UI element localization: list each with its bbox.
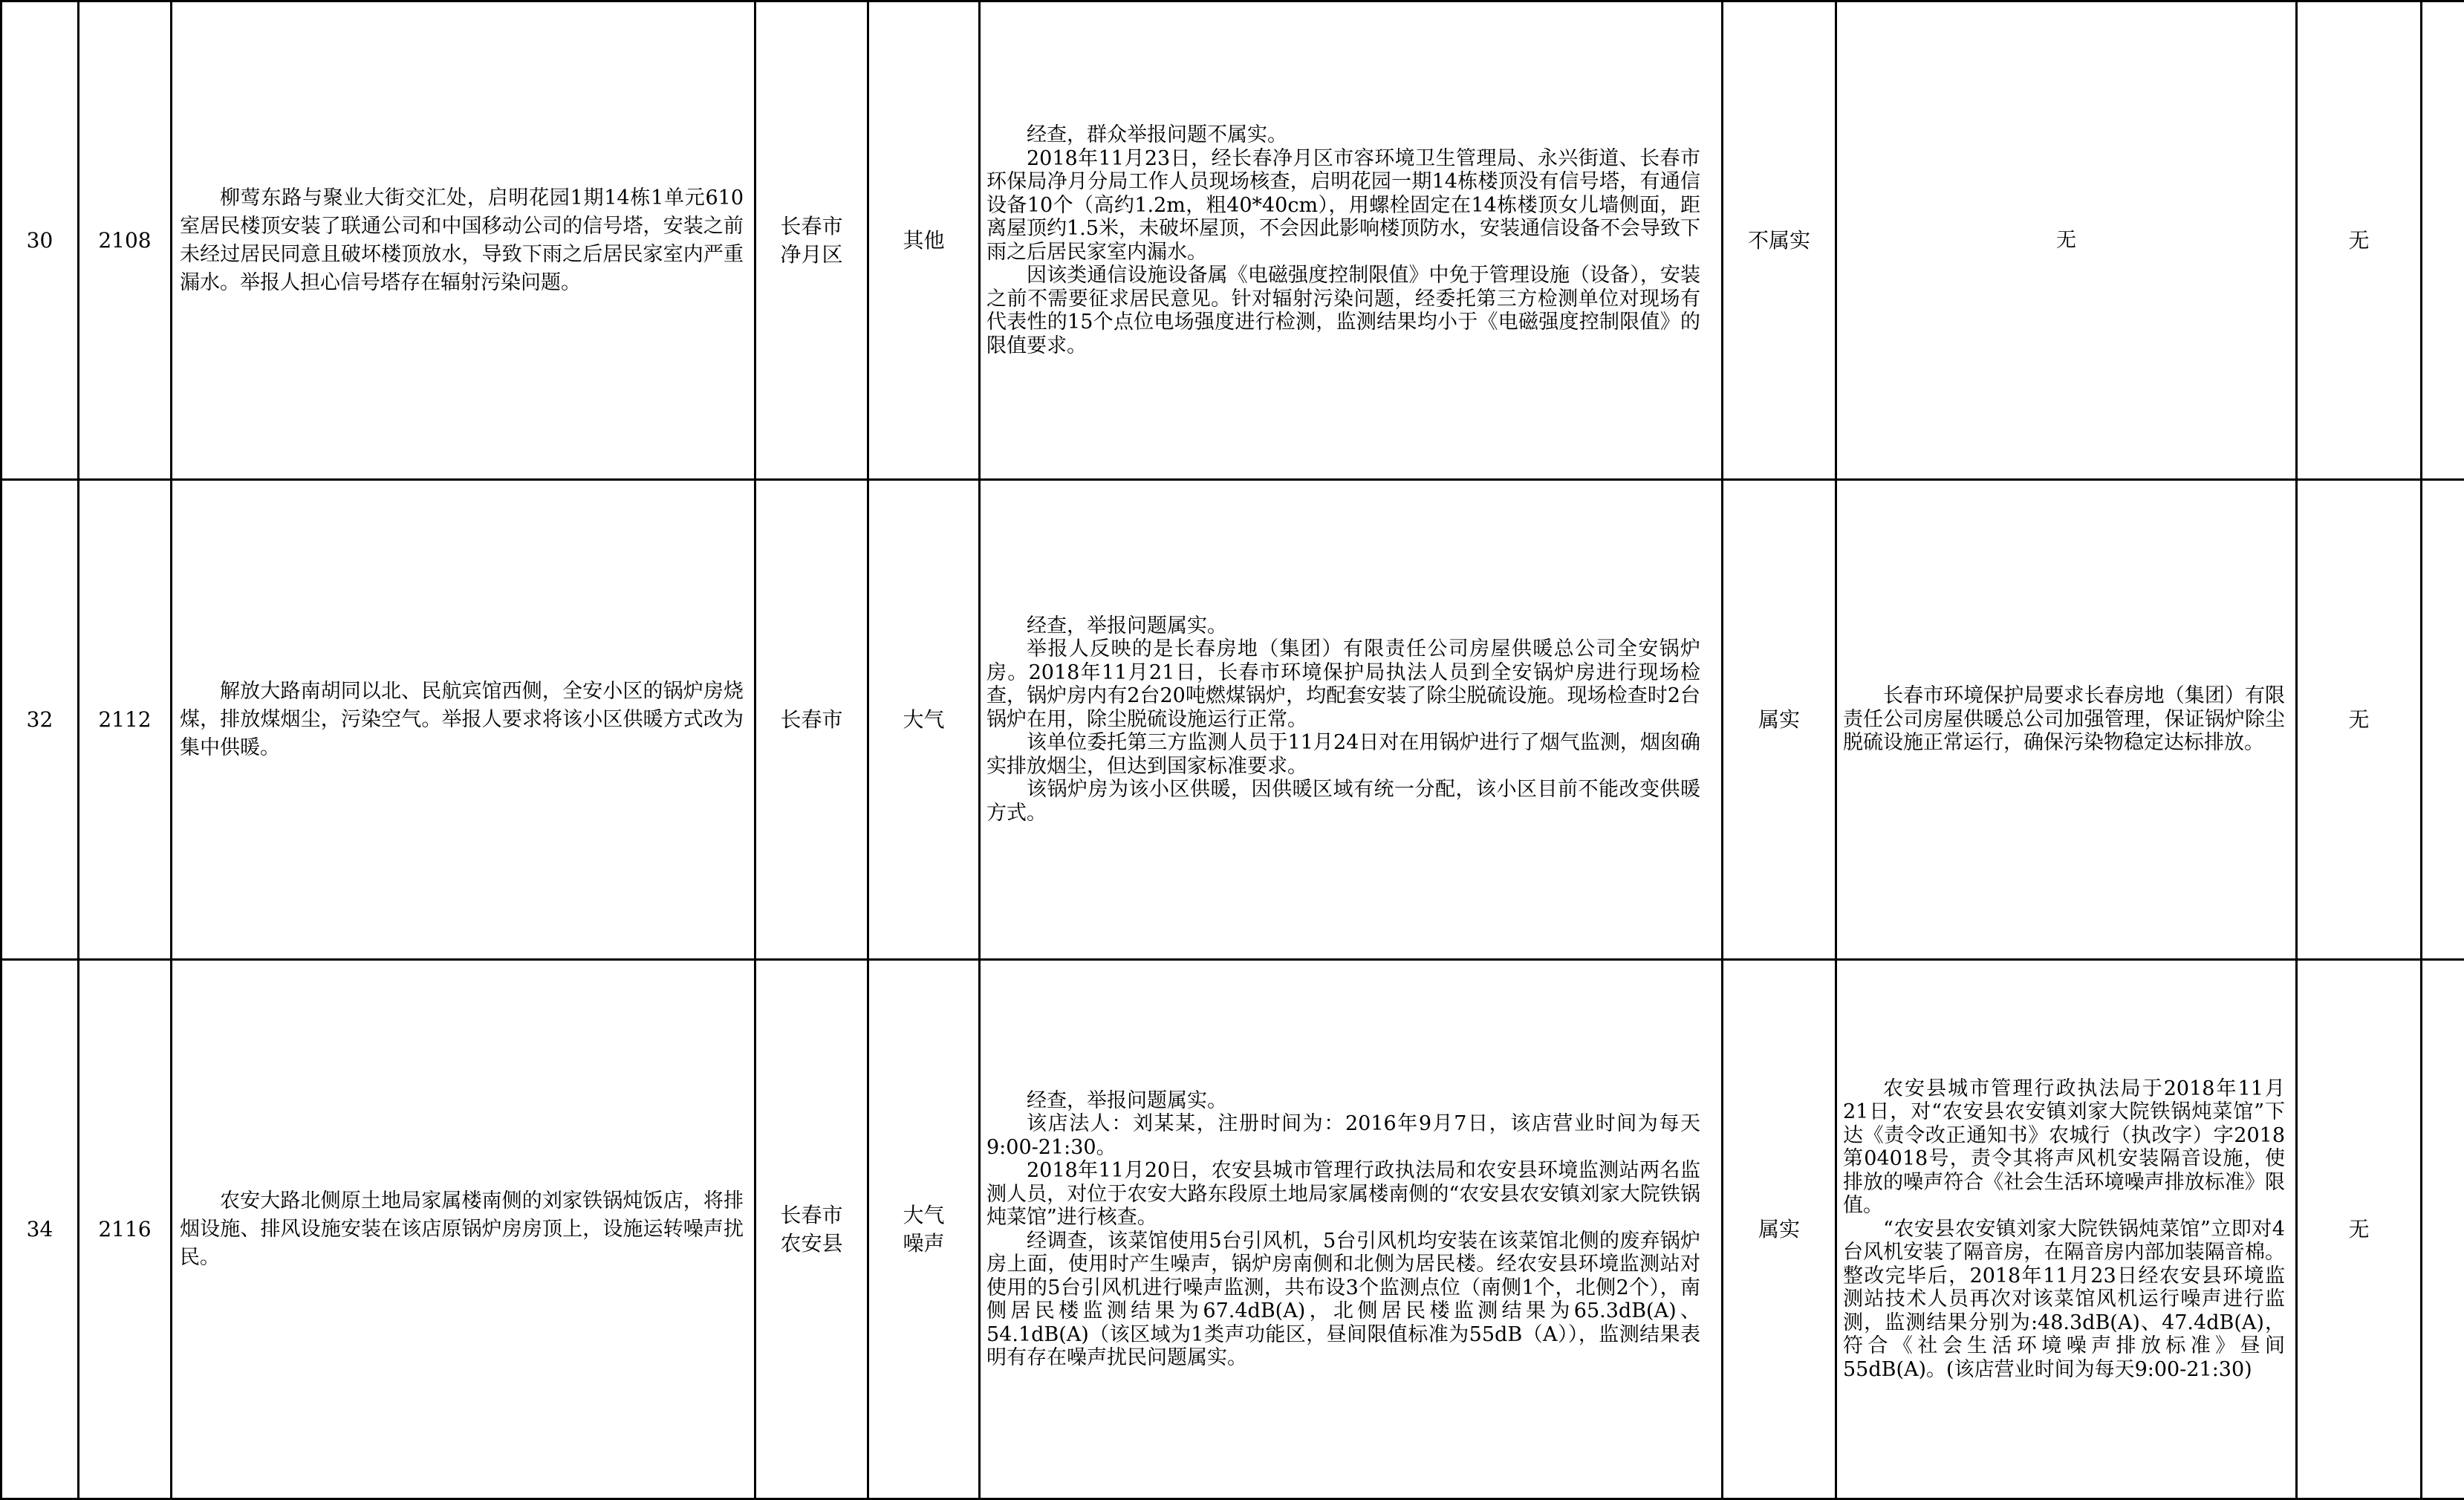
rectification-cell <box>1836 1 2297 480</box>
verdict: 不属实 <box>1723 227 1835 255</box>
findings-cell <box>980 480 1723 960</box>
table-body <box>1 1 2464 1499</box>
verdict-cell <box>1723 960 1836 1499</box>
district-cell <box>755 960 868 1499</box>
case-number: 2116 <box>79 1215 170 1244</box>
verdict: 属实 <box>1723 1215 1835 1244</box>
empty-remarks-cell <box>2422 1 2464 480</box>
complaint-description-cell <box>172 960 755 1499</box>
accountability: 无 <box>2298 227 2420 255</box>
case-number-cell <box>79 960 172 1499</box>
seq-cell <box>1 480 79 960</box>
findings-paragraph: 经调查，该菜馆使用5台引风机，5台引风机均安装在该菜馆北侧的废弃锅炉房上面，使用时产生噪声，锅炉房南侧和北侧为居民楼。经农安县环境监测站对使用的5台引风机进行噪声监测，共布设3个监测点位（南侧1个，北侧2个），南侧居民楼监测结果为67.4dB(A)，北侧居民楼监测结果为65.3dB(A)、54.1dB(A)（该区域为1类声功能区，昼间限值标准为55dB（A）），监测结果表明有存在噪声扰民问题属实。 <box>986 1230 1700 1370</box>
district-cell <box>755 480 868 960</box>
rectification-cell <box>1836 480 2297 960</box>
district-line: 长春市 <box>756 1201 867 1230</box>
table-row <box>1 960 2464 1499</box>
findings-paragraph: 因该类通信设施设备属《电磁强度控制限值》中免于管理设施（设备），安装之前不需要征求居民意见。针对辐射污染问题，经委托第三方检测单位对现场有代表性的15个点位电场强度进行检测，监测结果均小于《电磁强度控制限值》的限值要求。 <box>986 264 1700 357</box>
empty-remarks-cell <box>2422 480 2464 960</box>
empty-remarks-cell <box>2422 960 2464 1499</box>
pollution-type-cell <box>868 960 980 1499</box>
table-row <box>1 480 2464 960</box>
pollution-type-line: 其他 <box>869 227 978 255</box>
case-number-cell <box>79 480 172 960</box>
findings-paragraph: 经查，举报问题属实。 <box>986 1089 1700 1113</box>
verdict-cell <box>1723 480 1836 960</box>
pollution-type-cell <box>868 1 980 480</box>
seq-cell <box>1 960 79 1499</box>
seq-number: 34 <box>2 1215 77 1244</box>
seq-cell <box>1 1 79 480</box>
seq-number: 30 <box>2 227 77 255</box>
district-line: 净月区 <box>756 241 867 269</box>
case-number: 2108 <box>79 227 170 255</box>
accountability-cell <box>2297 480 2422 960</box>
rectification-cell <box>1836 960 2297 1499</box>
district-line: 长春市 <box>756 212 867 241</box>
findings-paragraph: 该店法人：刘某某，注册时间为：2016年9月7日，该店营业时间为每天9:00-21:30。 <box>986 1112 1700 1159</box>
complaint-description-cell <box>172 480 755 960</box>
accountability-cell <box>2297 960 2422 1499</box>
findings-cell <box>980 960 1723 1499</box>
pollution-type-line: 大气 <box>869 1201 978 1230</box>
findings-paragraph: 2018年11月23日，经长春净月区市容环境卫生管理局、永兴街道、长春市环保局净月分局工作人员现场核查，启明花园一期14栋楼顶没有信号塔，有通信设备10个（高约1.2m，粗40*40cm），用螺栓固定在14栋楼顶女儿墙侧面，距离屋顶约1.5米，未破坏屋顶，不会因此影响楼顶防水，安装通信设备不会导致下雨之后居民家室内漏水。 <box>986 147 1700 264</box>
pollution-type-line: 大气 <box>869 706 978 734</box>
district-line: 长春市 <box>756 706 867 734</box>
complaint-description: 柳莺东路与聚业大街交汇处，启明花园1期14栋1单元610室居民楼顶安装了联通公司和中国移动公司的信号塔，安装之前未经过居民同意且破坏楼顶放水，导致下雨之后居民家室内严重漏水。举报人担心信号塔存在辐射污染问题。 <box>180 184 744 297</box>
complaint-description: 农安大路北侧原土地局家属楼南侧的刘家铁锅炖饭店，将排烟设施、排风设施安装在该店原锅炉房房顶上，设施运转噪声扰民。 <box>180 1187 744 1272</box>
complaint-description-cell <box>172 1 755 480</box>
findings-paragraph: 该单位委托第三方监测人员于11月24日对在用锅炉进行了烟气监测，烟囱确实排放烟尘，但达到国家标准要求。 <box>986 731 1700 778</box>
pollution-type-line: 噪声 <box>869 1230 978 1258</box>
table-row <box>1 1 2464 480</box>
verdict: 属实 <box>1723 706 1835 734</box>
verdict-cell <box>1723 1 1836 480</box>
rectification-paragraph: “农安县农安镇刘家大院铁锅炖菜馆”立即对4台风机安装了隔音房，在隔音房内部加装隔音棉。整改完毕后，2018年11月23日经农安县环境监测站技术人员再次对该菜馆风机运行噪声进行监测，监测结果分别为:48.3dB(A)、47.4dB(A)，符合《社会生活环境噪声排放标准》昼间55dB(A)。(该店营业时间为每天9:00-21:30) <box>1843 1218 2285 1382</box>
findings-paragraph: 2018年11月20日，农安县城市管理行政执法局和农安县环境监测站两名监测人员，对位于农安大路东段原土地局家属楼南侧的“农安县农安镇刘家大院铁锅炖菜馆”进行核查。 <box>986 1159 1700 1230</box>
findings-paragraph: 经查，群众举报问题不属实。 <box>986 123 1700 147</box>
rectification-paragraph: 无 <box>1837 229 2295 253</box>
pollution-type-cell <box>868 480 980 960</box>
accountability: 无 <box>2298 1215 2420 1244</box>
accountability-cell <box>2297 1 2422 480</box>
district-line: 农安县 <box>756 1230 867 1258</box>
district-cell <box>755 1 868 480</box>
case-number-cell <box>79 1 172 480</box>
findings-paragraph: 经查，举报问题属实。 <box>986 614 1700 638</box>
findings-paragraph: 该锅炉房为该小区供暖，因供暖区域有统一分配，该小区目前不能改变供暖方式。 <box>986 778 1700 825</box>
rectification-paragraph: 长春市环境保护局要求长春房地（集团）有限责任公司房屋供暖总公司加强管理，保证锅炉除尘脱硫设施正常运行，确保污染物稳定达标排放。 <box>1843 684 2285 755</box>
accountability: 无 <box>2298 706 2420 734</box>
complaint-description: 解放大路南胡同以北、民航宾馆西侧，全安小区的锅炉房烧煤，排放煤烟尘，污染空气。举报人要求将该小区供暖方式改为集中供暖。 <box>180 678 744 762</box>
case-number: 2112 <box>79 706 170 734</box>
seq-number: 32 <box>2 706 77 734</box>
findings-cell <box>980 1 1723 480</box>
findings-paragraph: 举报人反映的是长春房地（集团）有限责任公司房屋供暖总公司全安锅炉房。2018年11月21日，长春市环境保护局执法人员到全安锅炉房进行现场检查，锅炉房内有2台20吨燃煤锅炉，均配套安装了除尘脱硫设施。现场检查时2台锅炉在用，除尘脱硫设施运行正常。 <box>986 637 1700 731</box>
rectification-paragraph: 农安县城市管理行政执法局于2018年11月21日，对“农安县农安镇刘家大院铁锅炖菜馆”下达《责令改正通知书》农城行（执改字）字2018第04018号，责令其将声风机安装隔音设施，使排放的噪声符合《社会生活环境噪声排放标准》限值。 <box>1843 1077 2285 1218</box>
